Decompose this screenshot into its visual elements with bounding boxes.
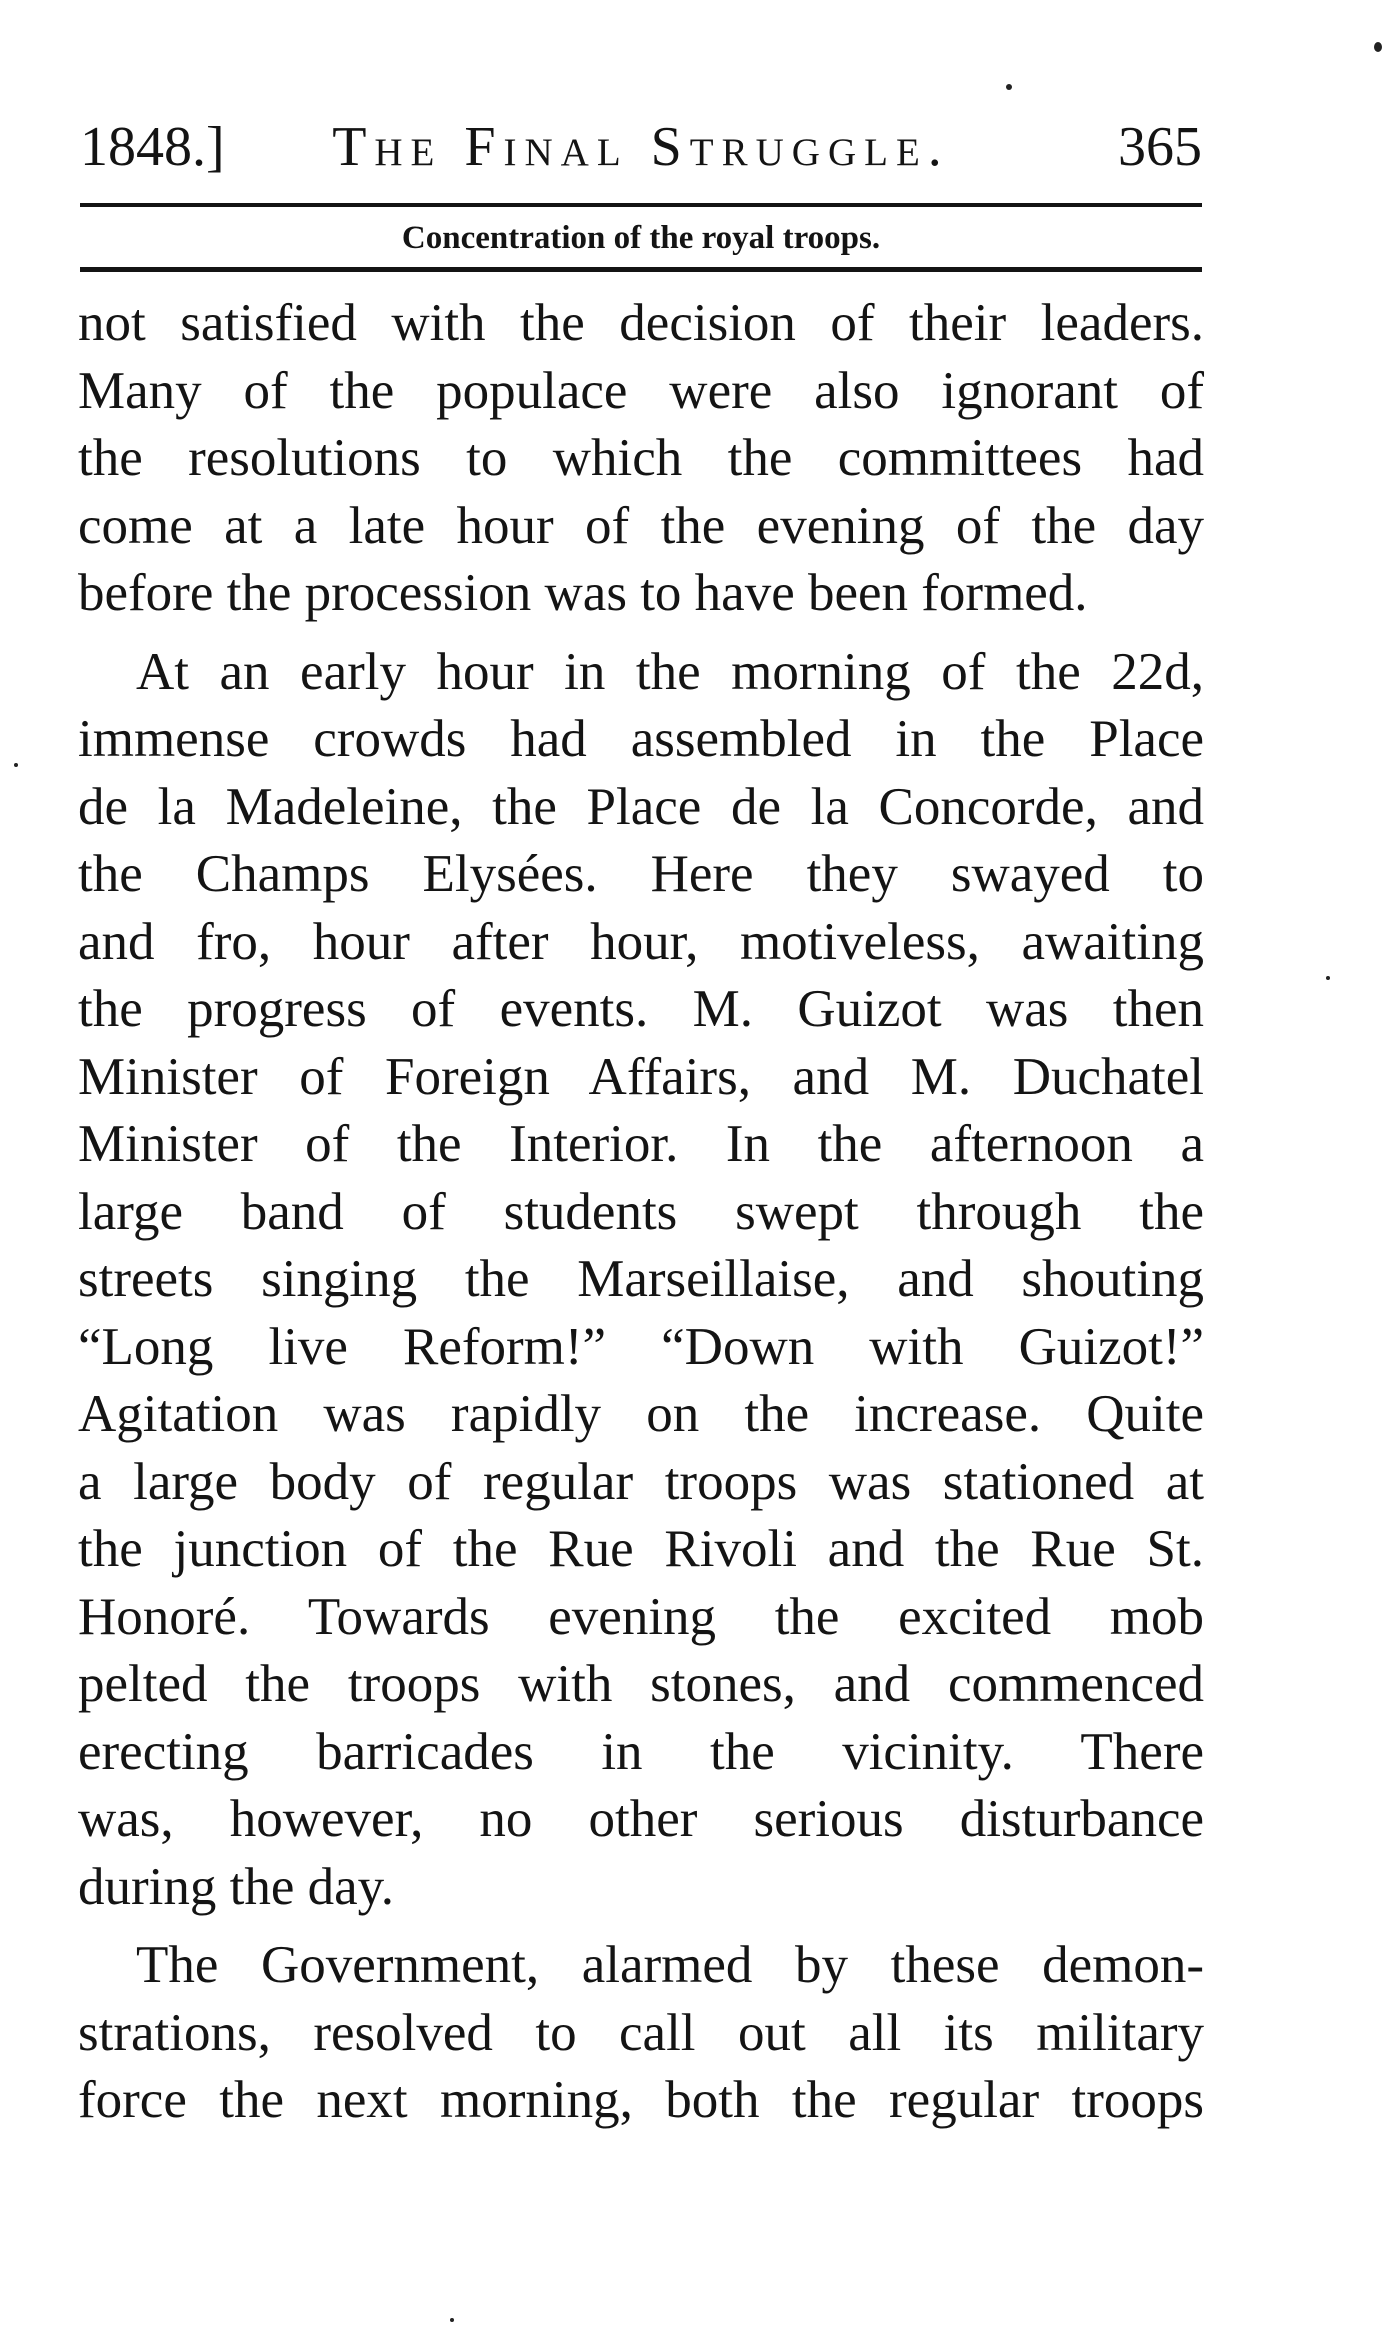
text-line: erecting barricades in the vicinity. There [78,1722,1204,1781]
text-line: strations, resolved to call out all its military [78,2003,1204,2062]
text-line: The Government, alarmed by these demon- [136,1936,1204,1994]
text-line: streets singing the Marseillaise, and shouting [78,1250,1204,1308]
header-rule-top [80,203,1202,207]
ink-speck [1326,976,1330,980]
ink-speck [450,2318,454,2322]
running-title: The Final Struggle. [332,116,950,178]
ink-speck [1006,84,1012,90]
text-line: and fro, hour after hour, motiveless, awaiting [78,912,1204,971]
text-line: Minister of Foreign Affairs, and M. Duchatel [78,1047,1204,1106]
header-year: 1848.] [80,116,225,178]
text-line: Honoré. Towards evening the excited mob [78,1587,1204,1646]
text-line: during the day. [78,1857,394,1916]
text-line: the Champs Elysées. Here they swayed to [78,845,1204,903]
header-rule-bottom [80,267,1202,272]
text-line: the junction of the Rue Rivoli and the Rue St. [78,1520,1204,1578]
text-line: “Long live Reform!” “Down with Guizot!” [78,1317,1204,1376]
text-line: force the next morning, both the regular troops [78,2071,1204,2129]
text-line: At an early hour in the morning of the 22d, [136,642,1204,701]
text-line: immense crowds had assembled in the Place [78,710,1204,768]
text-line: pelted the troops with stones, and commenced [78,1655,1204,1713]
text-line: de la Madeleine, the Place de la Concorde, and [78,777,1204,836]
paragraph-gap [78,1921,1204,1932]
text-line: the progress of events. M. Guizot was then [78,980,1204,1038]
text-line: Many of the populace were also ignorant of [78,361,1204,420]
text-line: before the procession was to have been formed. [78,564,1088,622]
text-line: Minister of the Interior. In the afternoon a [78,1115,1204,1173]
ink-speck [1374,42,1382,52]
running-header [80,112,1202,182]
ink-speck [14,763,18,767]
text-line: the resolutions to which the committees had [78,429,1204,487]
text-line: was, however, no other serious disturbance [78,1790,1204,1848]
text-line: Agitation was rapidly on the increase. Quite [78,1385,1204,1443]
page-number: 365 [1118,116,1202,178]
body-text [78,290,1204,2135]
text-line: come at a late hour of the evening of the day [78,496,1204,555]
text-line: large band of students swept through the [78,1182,1204,1241]
text-line: a large body of regular troops was stationed at [78,1452,1204,1511]
paragraph-gap [78,628,1204,639]
section-subheading: Concentration of the royal troops. [401,220,881,256]
text-line: not satisfied with the decision of their leaders. [78,294,1204,352]
